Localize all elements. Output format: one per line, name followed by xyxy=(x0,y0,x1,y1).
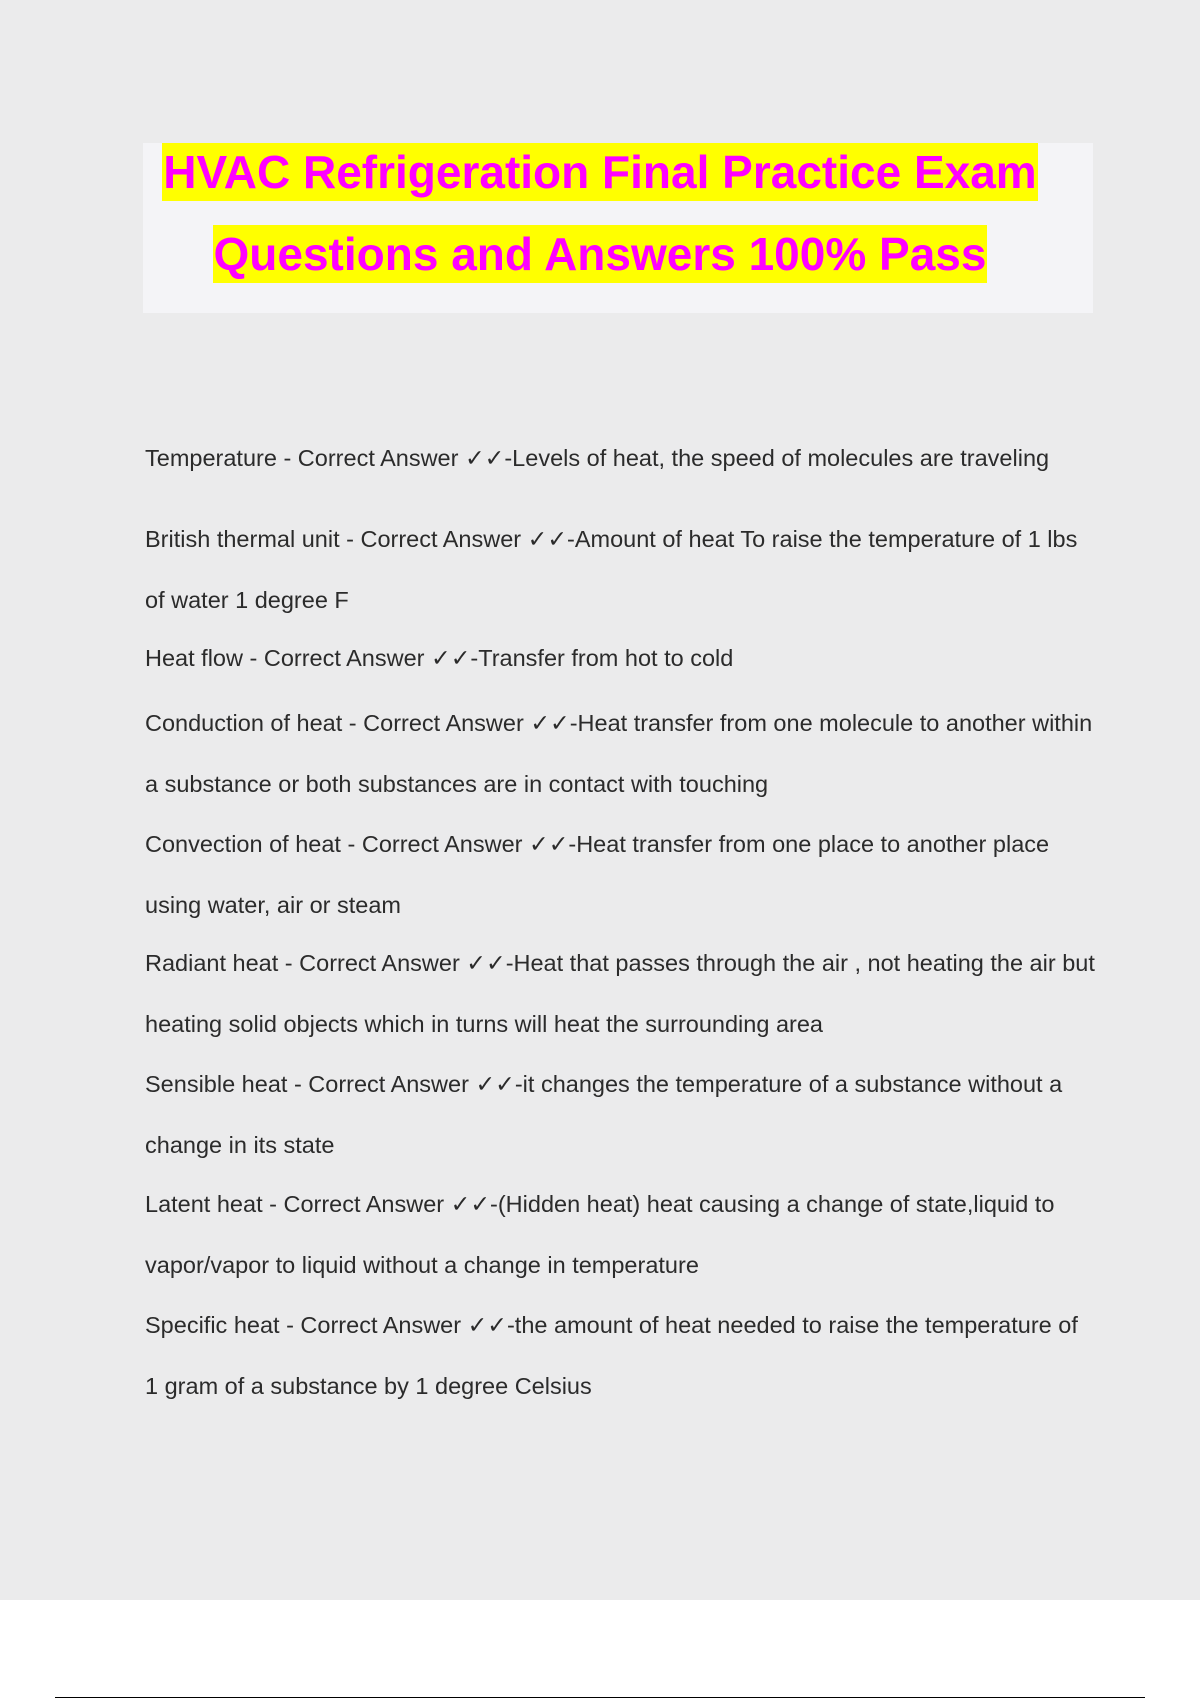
title-highlight-1: HVAC Refrigeration Final Practice Exam xyxy=(162,143,1037,201)
qa-entry-latent-heat: Latent heat - Correct Answer ✓✓-(Hidden heat) heat causing a change of state,liquid to vapor/vapor to liquid without a change in temperature xyxy=(145,1191,1055,1278)
qa-entry-specific-heat: Specific heat - Correct Answer ✓✓-the amount of heat needed to raise the temperature of 1 gram of a substance by 1 degree Celsius xyxy=(145,1312,1078,1399)
document-title-line-2 xyxy=(0,225,1200,283)
qa-entry-convection-of-heat: Convection of heat - Correct Answer ✓✓-Heat transfer from one place to another place using water, air or steam xyxy=(145,831,1050,918)
qa-entry-british-thermal-unit: British thermal unit - Correct Answer ✓✓-Amount of heat To raise the temperature of 1 lbs of water 1 degree F xyxy=(145,526,1078,613)
qa-entry-heat-flow: Heat flow - Correct Answer ✓✓-Transfer from hot to cold xyxy=(145,645,734,671)
title-highlight-2: Questions and Answers 100% Pass xyxy=(213,225,988,283)
document-title-line-1 xyxy=(0,143,1200,201)
qa-entry-radiant-heat: Radiant heat - Correct Answer ✓✓-Heat that passes through the air , not heating the air but heating solid objects which in turns will heat the surrounding area xyxy=(145,950,1095,1037)
qa-entry-conduction-of-heat: Conduction of heat - Correct Answer ✓✓-Heat transfer from one molecule to another within a substance or both substances are in contact with touching xyxy=(145,710,1093,797)
footer-divider xyxy=(55,1697,1145,1698)
qa-entry-temperature: Temperature - Correct Answer ✓✓-Levels of heat, the speed of molecules are traveling xyxy=(145,445,1050,471)
qa-entry-sensible-heat: Sensible heat - Correct Answer ✓✓-it changes the temperature of a substance without a change in its state xyxy=(145,1071,1063,1158)
